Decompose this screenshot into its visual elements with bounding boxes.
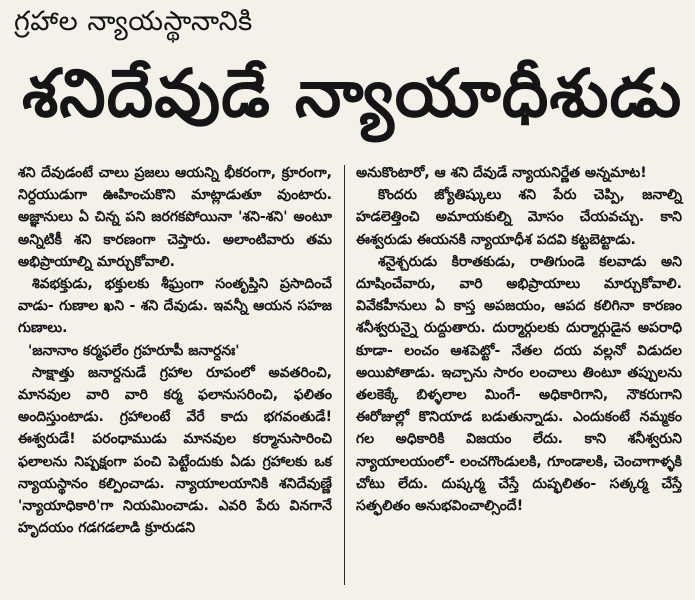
quote-subheading: 'జనానాం కర్మఫలేం గ్రహరూపీ జనార్దనః' [28,342,240,359]
paragraph: సాక్షాత్తు జనార్దనుడే గ్రహాల రూపంలో అవతరించి, మానవుల వారి వారి కర్మ ఫలానుసరించి, ఫలితం అందిస్తుంటాడు. గ్రహాలంటే వేరే కాదు భగవంతుడే! ఈశ్వరుడే! పరంధాముడు మానవుల కర్మానుసారించి ఫలాలను నిష్పక్షంగా పంచి పెట్టేందుకు ఏడు గ్రహాలకు ఒక న్యాయస్థానం కల్పించాడు. న్యాయాలయానికి శనిదేవుణ్ణే 'న్యాయాధికారి'గా నియమించాడు. ఎవరి పేరు వినగానే హృదయం గడగడలాడి క్రూరుడని [18,364,332,537]
article-column-right [356,162,682,517]
column-divider [344,165,345,585]
paragraph: శని దేవుడంటే చాలు ప్రజలు ఆయన్ని భీకరంగా, క్రూరంగా, నిర్దయుడుగా ఊహించుకొని మాట్లాడుతూ వుంటారు. అజ్ఞానులు ఏ చిన్న పని జరగకపోయినా 'శని-శని' అంటూ అన్నిటికీ శని కారణంగా చెప్తారు. అలాంటివారు తమ అభిప్రాయాల్ని మార్చుకోవాలి. [18,165,332,270]
paragraph: కొందరు జ్యోతిష్కులు శని పేరు చెప్పి, జనాల్ని హడలెత్తించి అమాయకుల్ని మోసం చేయవచ్చు. కాని ఈశ్వరుడు ఈయనకి న్యాయాధీశ పదవి కట్టబెట్టాడు. [356,187,682,248]
article-column-left [18,162,332,539]
article-headline: శనిదేవుడే న్యాయాధీశుడు [22,55,683,132]
paragraph: శివభక్తుడు, భక్తులకు శీఘ్రంగా సంతృప్తిని ప్రసాదించే వాడు- గుణాల ఖని - శని దేవుడు. ఇవన్నీ ఆయన సహజ గుణాలు. [18,276,332,337]
paragraph: అనుకొంటారో, ఆ శని దేవుడే న్యాయనిర్ణేత అన్నమాట! [356,165,647,181]
article-kicker: గ్రహాల న్యాయస్థానానికి [14,6,253,37]
paragraph: శనైశ్చరుడు కిరాతకుడు, రాతిగుండె కలవాడు అని దూషించేవారు, వారి అభిప్రాయాలు మార్చుకోవాలి. వివేకహీనులు ఏ కాస్త అపజయం, ఆపద కలిగినా కారణం శనీశ్వరున్నై రుద్దుతారు. దుర్మార్గులకు దుర్మార్గుడైన అపరాధి కూడా- లంచం ఆశపెట్టో- నేతల దయ వల్లనో విడుదల అయిపోతాడు. ఇచ్చాను సారం లంచాలు తింటూ తప్పులను తలకెక్కే బిళ్ళలాల మింగే- అధికారిగాని, నౌకరుగాని ఈరోజుల్లో కొనియాడ బడుతున్నాడు. ఎందుకంటే నమ్మకం గల అధికారికి విజయం లేదు. కాని శనీశ్వరుని న్యాయాలయంలో- లంచగొండులకి, గూండాలకి, చెంచాగాళ్ళకి చోటు లేదు. దుష్కర్మ చేస్తే దుష్ఫలితం- సత్కర్మ చేస్తే సత్ఫలితం అనుభవించాల్సిందే! [356,253,682,515]
